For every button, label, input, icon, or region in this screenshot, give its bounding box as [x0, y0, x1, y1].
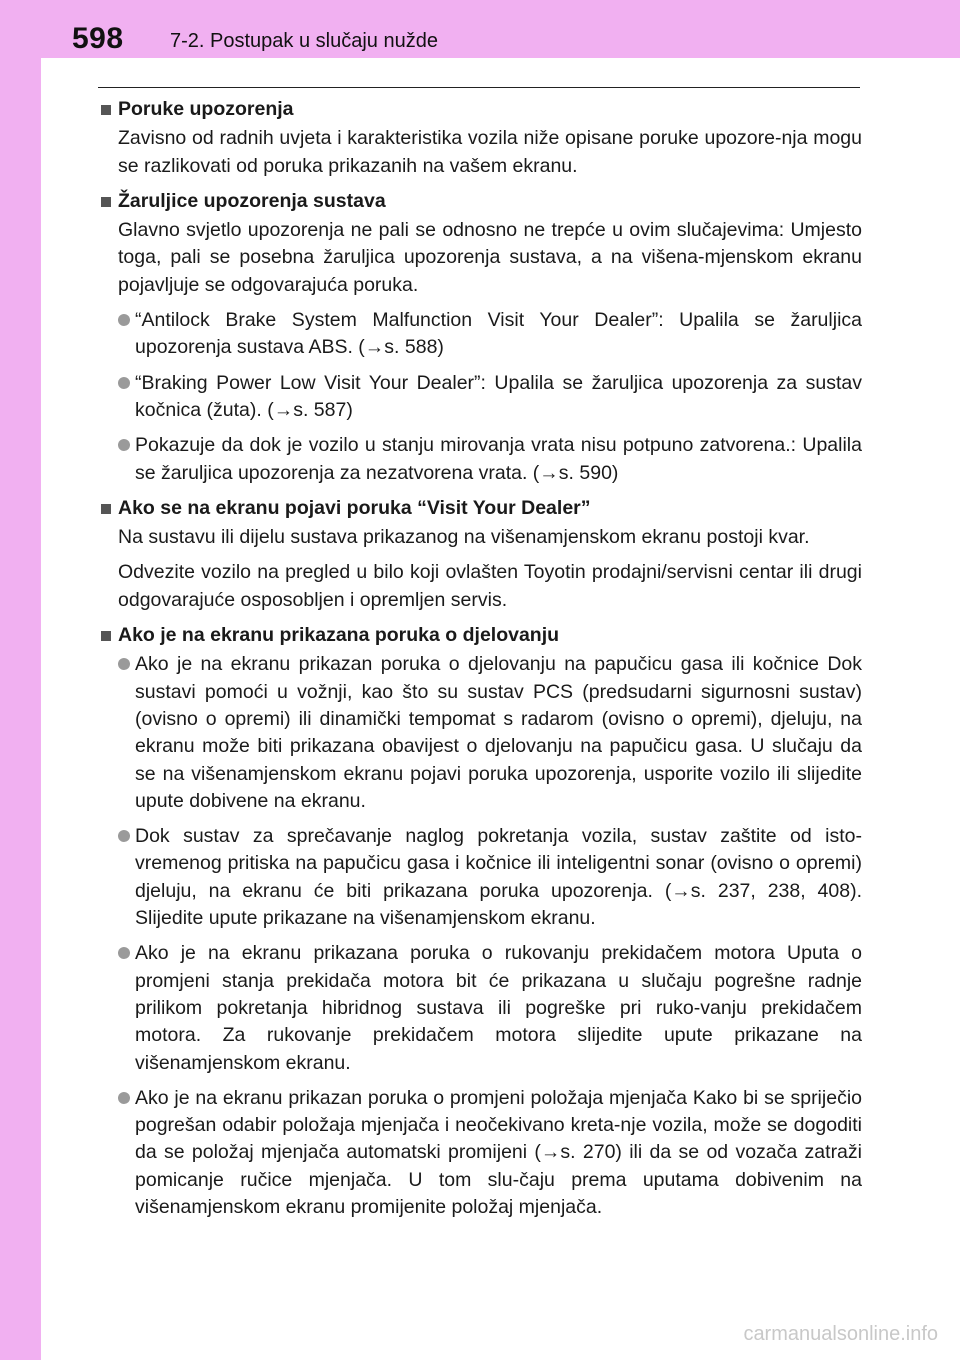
circle-bullet-icon — [118, 1092, 130, 1104]
section-heading — [98, 96, 862, 123]
circle-bullet-icon — [118, 439, 130, 451]
section-heading-text: Ako je na ekranu prikazana poruka o djelovanju — [118, 624, 560, 647]
section-heading — [98, 622, 862, 649]
side-color-band — [0, 0, 41, 1360]
section-heading-text: Ako se na ekranu pojavi poruka “Visit Your Dealer” — [118, 496, 591, 519]
list-item-text: Ako je na ekranu prikazana poruka o rukovanju prekidačem motora Uputa o promjeni stanja prekidača motora bit će prikazana u slučaju pogrešne radnje prilikom pokretanja hibridnog sustava ili pogreške pri ruko-vanju prekidačem motora. Za rukovanje prekidačem motora slijedite upute prikazane na višenamjenskom ekranu. — [135, 942, 862, 1074]
circle-bullet-icon — [118, 830, 130, 842]
circle-bullet-icon — [118, 658, 130, 670]
list-item — [98, 823, 862, 932]
watermark-text[interactable]: carmanualsonline.info — [743, 1323, 938, 1345]
list-item-text: “Antilock Brake System Malfunction Visit Your Dealer”: Upalila se žaruljica upozorenja sustava ABS. (→s. 588) — [135, 309, 862, 359]
paragraph: Zavisno od radnih uvjeta i karakteristika vozila niže opisane poruke upozore-nja mogu se razlikovati od poruka prikazanih na vašem ekranu. — [118, 127, 862, 177]
header-rule — [98, 87, 860, 88]
section-system-warning-lights — [98, 188, 862, 487]
list-item — [98, 307, 862, 362]
square-bullet-icon — [101, 197, 111, 207]
paragraph: Glavno svjetlo upozorenja ne pali se odnosno ne trepće u ovim slučajevima: Umjesto toga, pali se posebna žaruljica upozorenja sustava, a na višena-mjenskom ekranu pojavljuje se odgovarajuća poruka. — [118, 219, 862, 296]
section-title: 7-2. Postupak u slučaju nužde — [170, 30, 438, 52]
section-warning-messages — [98, 96, 862, 180]
section-visit-your-dealer — [98, 495, 862, 614]
square-bullet-icon — [101, 504, 111, 514]
list-item — [98, 370, 862, 425]
section-heading-text: Žaruljice upozorenja sustava — [118, 189, 386, 212]
list-item — [98, 432, 862, 487]
list-item-text: Ako je na ekranu prikazan poruka o djelovanju na papučicu gasa ili kočnice Dok sustavi pomoći u vožnji, kao što su sustav PCS (predsudarni sigurnosni sustav) (ovisno o opremi) ili dinamički tempomat s radarom (ovisno o opremi), djeluju, na ekranu može biti prikazana obavijest o djelovanju na papučicu gasa. U slučaju da se na višenamjenskom ekranu pojavi poruka upozorenja, usporite vozilo ili slijedite upute dobivene na ekranu. — [135, 653, 862, 812]
square-bullet-icon — [101, 631, 111, 641]
section-heading — [98, 188, 862, 215]
square-bullet-icon — [101, 105, 111, 115]
list-item-text: “Braking Power Low Visit Your Dealer”: Upalila se žaruljica upozorenja za sustav kočnica (žuta). (→s. 587) — [135, 371, 862, 421]
list-item-text: Dok sustav za sprečavanje naglog pokretanja vozila, sustav zaštite od isto-vremenog pritiska na papučicu gasa i kočnice ili inteligentni sonar (ovisno o opremi) djeluju, na ekranu će biti prikazana poruka upozorenja. (→s. 237, 238, 408). Slijedite upute prikazane na višenamjenskom ekranu. — [135, 825, 862, 930]
page-content — [98, 96, 862, 1229]
circle-bullet-icon — [118, 314, 130, 326]
list-item-text: Pokazuje da dok je vozilo u stanju mirovanja vrata nisu potpuno zatvorena.: Upalila se žaruljica upozorenja za nezatvorena vrata. (→s. 590) — [135, 434, 862, 484]
paragraph: Na sustavu ili dijelu sustava prikazanog na višenamjenskom ekranu postoji kvar. — [118, 526, 810, 549]
circle-bullet-icon — [118, 377, 130, 389]
list-item — [98, 1085, 862, 1221]
paragraph: Odvezite vozilo na pregled u bilo koji ovlašten Toyotin prodajni/servisni centar ili drugi odgovarajuće osposobljen i opremljen servis. — [118, 561, 862, 611]
circle-bullet-icon — [118, 947, 130, 959]
list-item-text: Ako je na ekranu prikazan poruka o promjeni položaja mjenjača Kako bi se spriječio pogrešan odabir položaja mjenjača i neočekivano kreta-nje vozila, može se dogoditi da se položaj mjenjača automatski promijeni (→s. 270) ili da se od vozača zatraži pomicanje ručice mjenjača. U tom slu-čaju prema uputama dobivenim na višenamjenskom ekranu promijenite položaj mjenjača. — [135, 1086, 862, 1218]
list-item — [98, 940, 862, 1076]
page-number: 598 — [72, 22, 124, 55]
section-operation-message — [98, 622, 862, 1221]
section-heading — [98, 495, 862, 522]
section-heading-text: Poruke upozorenja — [118, 98, 294, 120]
list-item — [98, 651, 862, 815]
